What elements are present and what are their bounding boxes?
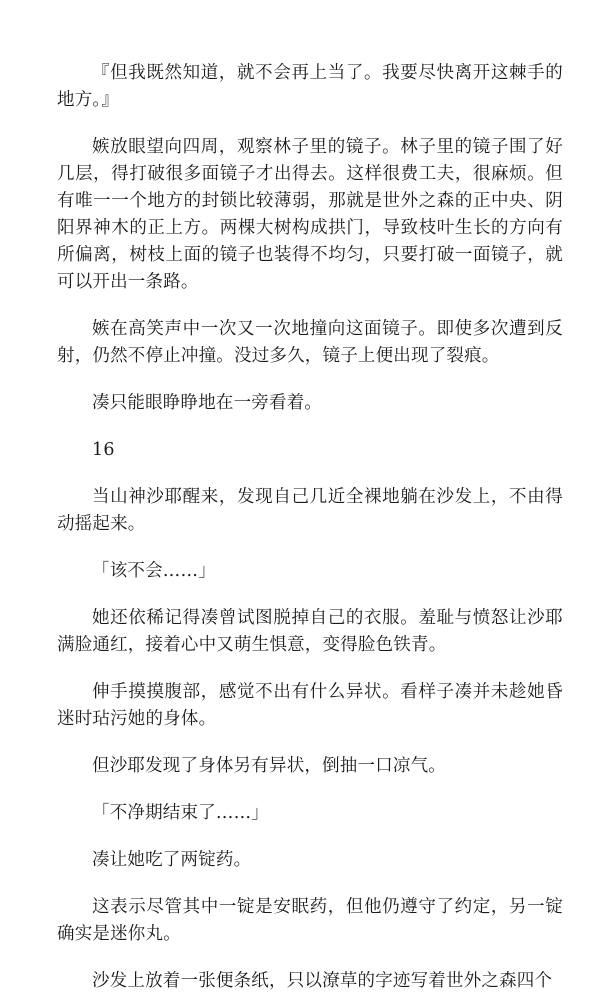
paragraph-13: 沙发上放着一张便条纸，只以潦草的字迹写着世外之森四个 <box>92 971 553 991</box>
chapter-number: 16 <box>92 440 115 460</box>
paragraph-3: 嫉在高笑声中一次又一次地撞向这面镜子。即使多次遭到反射，仍然不停止冲撞。没过多久，镜子上便出现了裂痕。 <box>57 319 563 366</box>
paragraph-12: 这表示尽管其中一锭是安眠药，但他仍遵守了约定，另一锭确实是迷你丸。 <box>57 897 563 944</box>
paragraph-4: 凑只能眼睁睁地在一旁看着。 <box>92 393 323 413</box>
paragraph-8: 伸手摸摸腹部，感觉不出有什么异状。看样子凑并未趁她昏迷时玷污她的身体。 <box>57 682 563 729</box>
paragraph-10: 「不净期结束了……」 <box>92 803 269 823</box>
paragraph-2: 嫉放眼望向四周，观察林子里的镜子。林子里的镜子围了好几层，得打破很多面镜子才出得去。这样很费工夫，很麻烦。但有唯一一个地方的封锁比较薄弱，那就是世外之森的正中央、阴阳界神木的正上方。两棵大树构成拱门，导致枝叶生长的方向有所偏离，树枝上面的镜子也装得不均匀，只要打破一面镜子，就可以开出一条路。 <box>57 137 563 292</box>
paragraph-11: 凑让她吃了两锭药。 <box>92 850 252 870</box>
paragraph-7: 她还依稀记得凑曾试图脱掉自己的衣服。羞耻与愤怒让沙耶满脸通红，接着心中又萌生惧意，变得脸色铁青。 <box>57 608 563 655</box>
paragraph-1: 『但我既然知道，就不会再上当了。我要尽快离开这棘手的地方。』 <box>57 63 563 110</box>
paragraph-6: 「该不会……」 <box>92 561 216 581</box>
paragraph-9: 但沙耶发现了身体另有异状，倒抽一口凉气。 <box>92 756 446 776</box>
paragraph-5: 当山神沙耶醒来，发现自己几近全裸地躺在沙发上，不由得动摇起来。 <box>57 487 563 534</box>
